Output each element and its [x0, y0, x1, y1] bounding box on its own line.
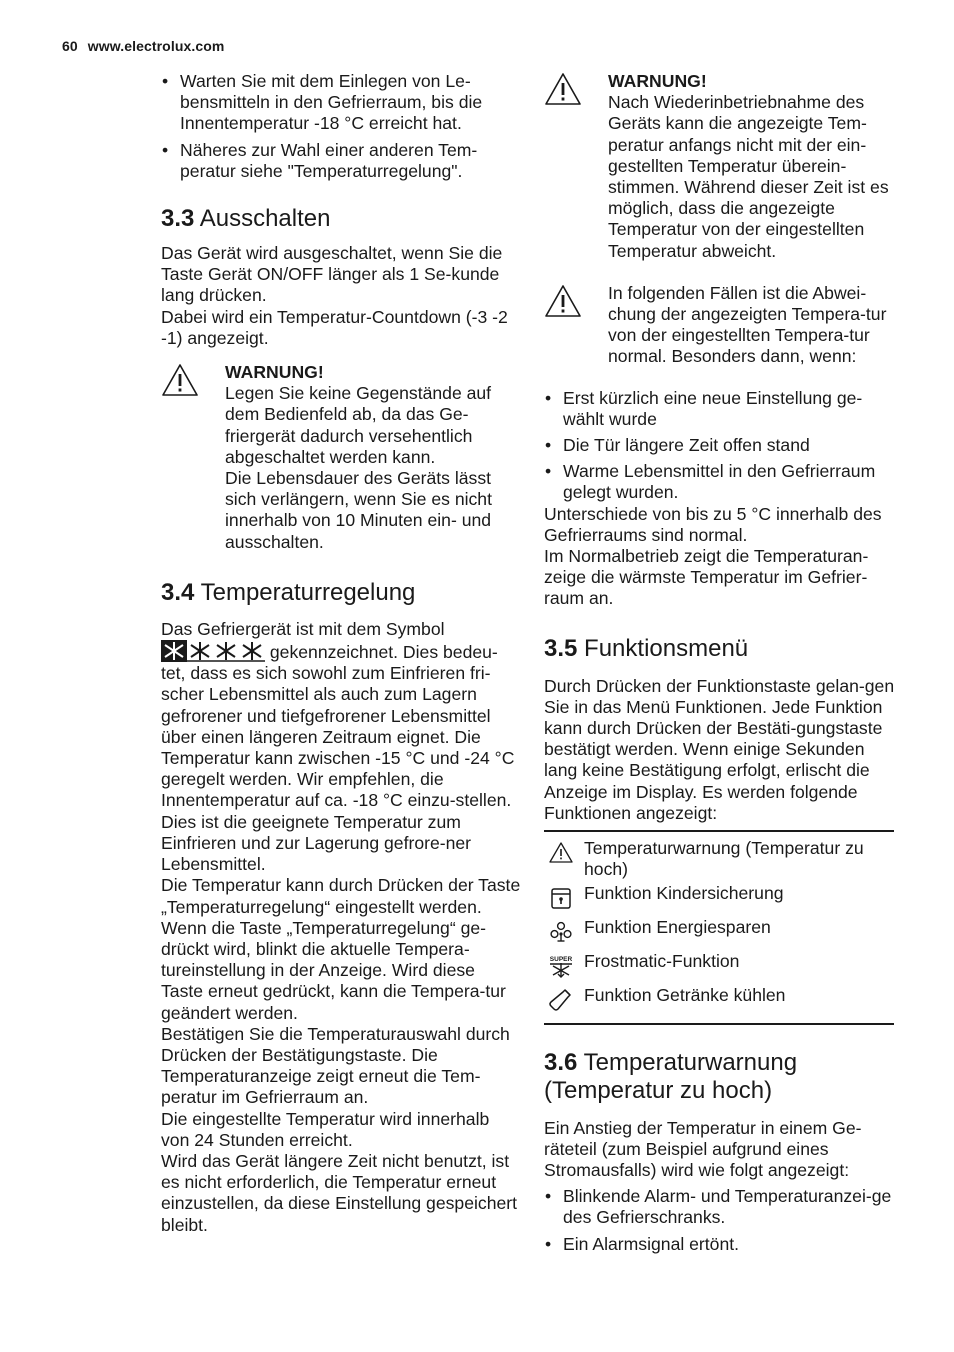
function-label: Funktion Kindersicherung — [584, 882, 784, 903]
child-lock-icon — [548, 886, 574, 910]
alarm-bullet-list — [544, 1186, 896, 1255]
drinks-chill-icon — [548, 988, 574, 1012]
function-row — [544, 949, 894, 983]
section-heading-3-6 — [544, 1049, 864, 1105]
warning-triangle-icon — [544, 284, 582, 318]
warning-triangle-icon — [544, 72, 582, 106]
symbol-line — [161, 640, 521, 663]
info-block — [544, 283, 896, 368]
warning-triangle-icon — [161, 363, 199, 397]
warning-block — [161, 362, 521, 553]
list-item: • Näheres zur Wahl einer anderen Tem-peratur siehe "Temperaturregelung". — [161, 140, 521, 182]
warning-triangle-icon — [548, 841, 574, 865]
left-column — [161, 71, 521, 1236]
function-row — [544, 915, 894, 949]
deviation-bullet-list — [544, 388, 896, 504]
super-frost-icon — [548, 954, 574, 978]
section-number: 3.4 — [161, 578, 195, 606]
section-number: 3.5 — [544, 634, 578, 662]
section-heading-3-3 — [161, 205, 521, 233]
function-row — [544, 983, 894, 1017]
energy-saving-icon — [548, 920, 574, 944]
section-heading-3-5 — [544, 635, 896, 663]
warning-text: Nach Wiederinbetriebnahme des Geräts kann die angezeigte Tem-peratur anfangs nicht mit der ein-gestellten Temperatur überein-stimmen. Während dieser Zeit ist es möglich, dass die angezeigte Temperatur von der eingestellten Temperatur abweicht. — [608, 92, 889, 261]
site-url: www.electrolux.com — [87, 38, 225, 54]
warning-text: Legen Sie keine Gegenstände auf dem Bedienfeld ab, da das Ge-friergerät dadurch versehentlich abgeschaltet werden kann. Die Lebensdauer des Geräts lässt sich verlängern, wenn Sie es nicht innerhalb von 10 Minuten ein- und ausschalten. — [225, 383, 492, 552]
section-title: Funktionsmenü — [584, 634, 749, 662]
function-label: Frostmatic-Funktion — [584, 950, 740, 971]
right-column — [544, 71, 896, 1260]
paragraph: Das Gefriergerät ist mit dem Symbol — [161, 618, 445, 639]
info-text: In folgenden Fällen ist die Abwei-chung der angezeigten Tempera-tur von der eingestellten Tempera-tur normal. Besonders dann, wenn: — [608, 282, 887, 367]
paragraph: Unterschiede von bis zu 5 °C innerhalb des Gefrierraums sind normal. Im Normalbetrieb zeigt die Temperaturan-zeige die wärmste Temperatur im Gefrier-raum an. — [544, 503, 882, 609]
list-item: • Erst kürzlich eine neue Einstellung ge-wählt wurde — [544, 388, 896, 430]
list-item: • Warme Lebensmittel in den Gefrierraum gelegt wurden. — [544, 461, 896, 503]
paragraph: Durch Drücken der Funktionstaste gelan-gen Sie in das Menü Funktionen. Jede Funktion kann durch Drücken der Bestäti-gungstaste bestätigt werden. Wenn einige Sekunden lang keine Bestätigung erfolgt, erlischt die Anzeige im Display. Es werden folgende Funktionen angezeigt: — [544, 675, 895, 823]
list-item: • Ein Alarmsignal ertönt. — [544, 1234, 896, 1255]
warning-block — [544, 71, 896, 262]
function-label: Temperaturwarnung (Temperatur zu hoch) — [584, 838, 864, 880]
section-title: Temperaturregelung — [200, 578, 416, 606]
section-number: 3.3 — [161, 205, 195, 233]
paragraph: tet, dass es sich sowohl zum Einfrieren fri-scher Lebensmittel als auch zum Lagern gefrorener und tiefgefrorener Lebensmittel über einen längeren Zeitraum eignet. Die Temperatur kann zwischen -15 °C und -24 °C geregelt werden. Wir empfehlen, die Innentemperatur auf ca. -18 °C einzu-stellen. Dies ist die geeignete Temperatur zum Einfrieren und zur Lagerung gefrore-ner Lebensmittel. Die Temperatur kann durch Drücken der Taste „Temperaturregelung“ eingestellt werden. Wenn die Taste „Temperaturregelung“ ge-drückt wird, blinkt die aktuelle Tempera-tureinstellung in der Anzeige. Wird diese Taste erneut gedrückt, kann die Tempera-tur geändert werden. Bestätigen Sie die Temperaturauswahl durch Drücken der Bestätigungstaste. Die Temperaturanzeige zeigt erneut die Tem-peratur im Gefrierraum an. Die eingestellte Temperatur wird innerhalb von 24 Stunden erreicht. Wird das Gerät längere Zeit nicht benutzt, ist es nicht erforderlich, die Temperatur erneut einzustellen, da diese Einstellung gespeichert bleibt. — [161, 663, 521, 1235]
section-title: Temperaturwarnung (Temperatur zu hoch) — [544, 1048, 798, 1104]
intro-bullet-list — [161, 71, 521, 182]
section-heading-3-4 — [161, 579, 521, 607]
list-item: • Die Tür längere Zeit offen stand — [544, 435, 896, 456]
function-label: Funktion Getränke kühlen — [584, 984, 786, 1005]
list-item: • Blinkende Alarm- und Temperaturanzei-ge des Gefrierschranks. — [544, 1186, 896, 1228]
four-star-freezer-icon — [161, 640, 265, 662]
function-table — [544, 830, 894, 1024]
function-label: Funktion Energiesparen — [584, 916, 771, 937]
symbol-suffix: gekennzeichnet. Dies bedeu- — [265, 642, 498, 663]
page-number: 60 — [62, 38, 78, 54]
paragraph: Das Gerät wird ausgeschaltet, wenn Sie die Taste Gerät ON/OFF länger als 1 Se-kunde lang drücken. Dabei wird ein Temperatur-Countdown (-3 -2 -1) angezeigt. — [161, 243, 508, 348]
section-title: Ausschalten — [199, 205, 331, 233]
warning-title: WARNUNG! — [225, 362, 324, 383]
function-row — [544, 881, 894, 915]
warning-title: WARNUNG! — [608, 71, 707, 91]
function-row — [544, 836, 894, 880]
page-header — [62, 38, 224, 54]
paragraph: Ein Anstieg der Temperatur in einem Ge-räteteil (zum Beispiel aufgrund eines Stromausfalls) wird wie folgt angezeigt: — [544, 1117, 862, 1180]
list-item: • Warten Sie mit dem Einlegen von Le-bensmitteln in den Gefrierraum, bis die Innentemperatur -18 °C erreicht hat. — [161, 71, 521, 135]
section-number: 3.6 — [544, 1048, 578, 1076]
super-text: SUPER — [549, 955, 573, 963]
